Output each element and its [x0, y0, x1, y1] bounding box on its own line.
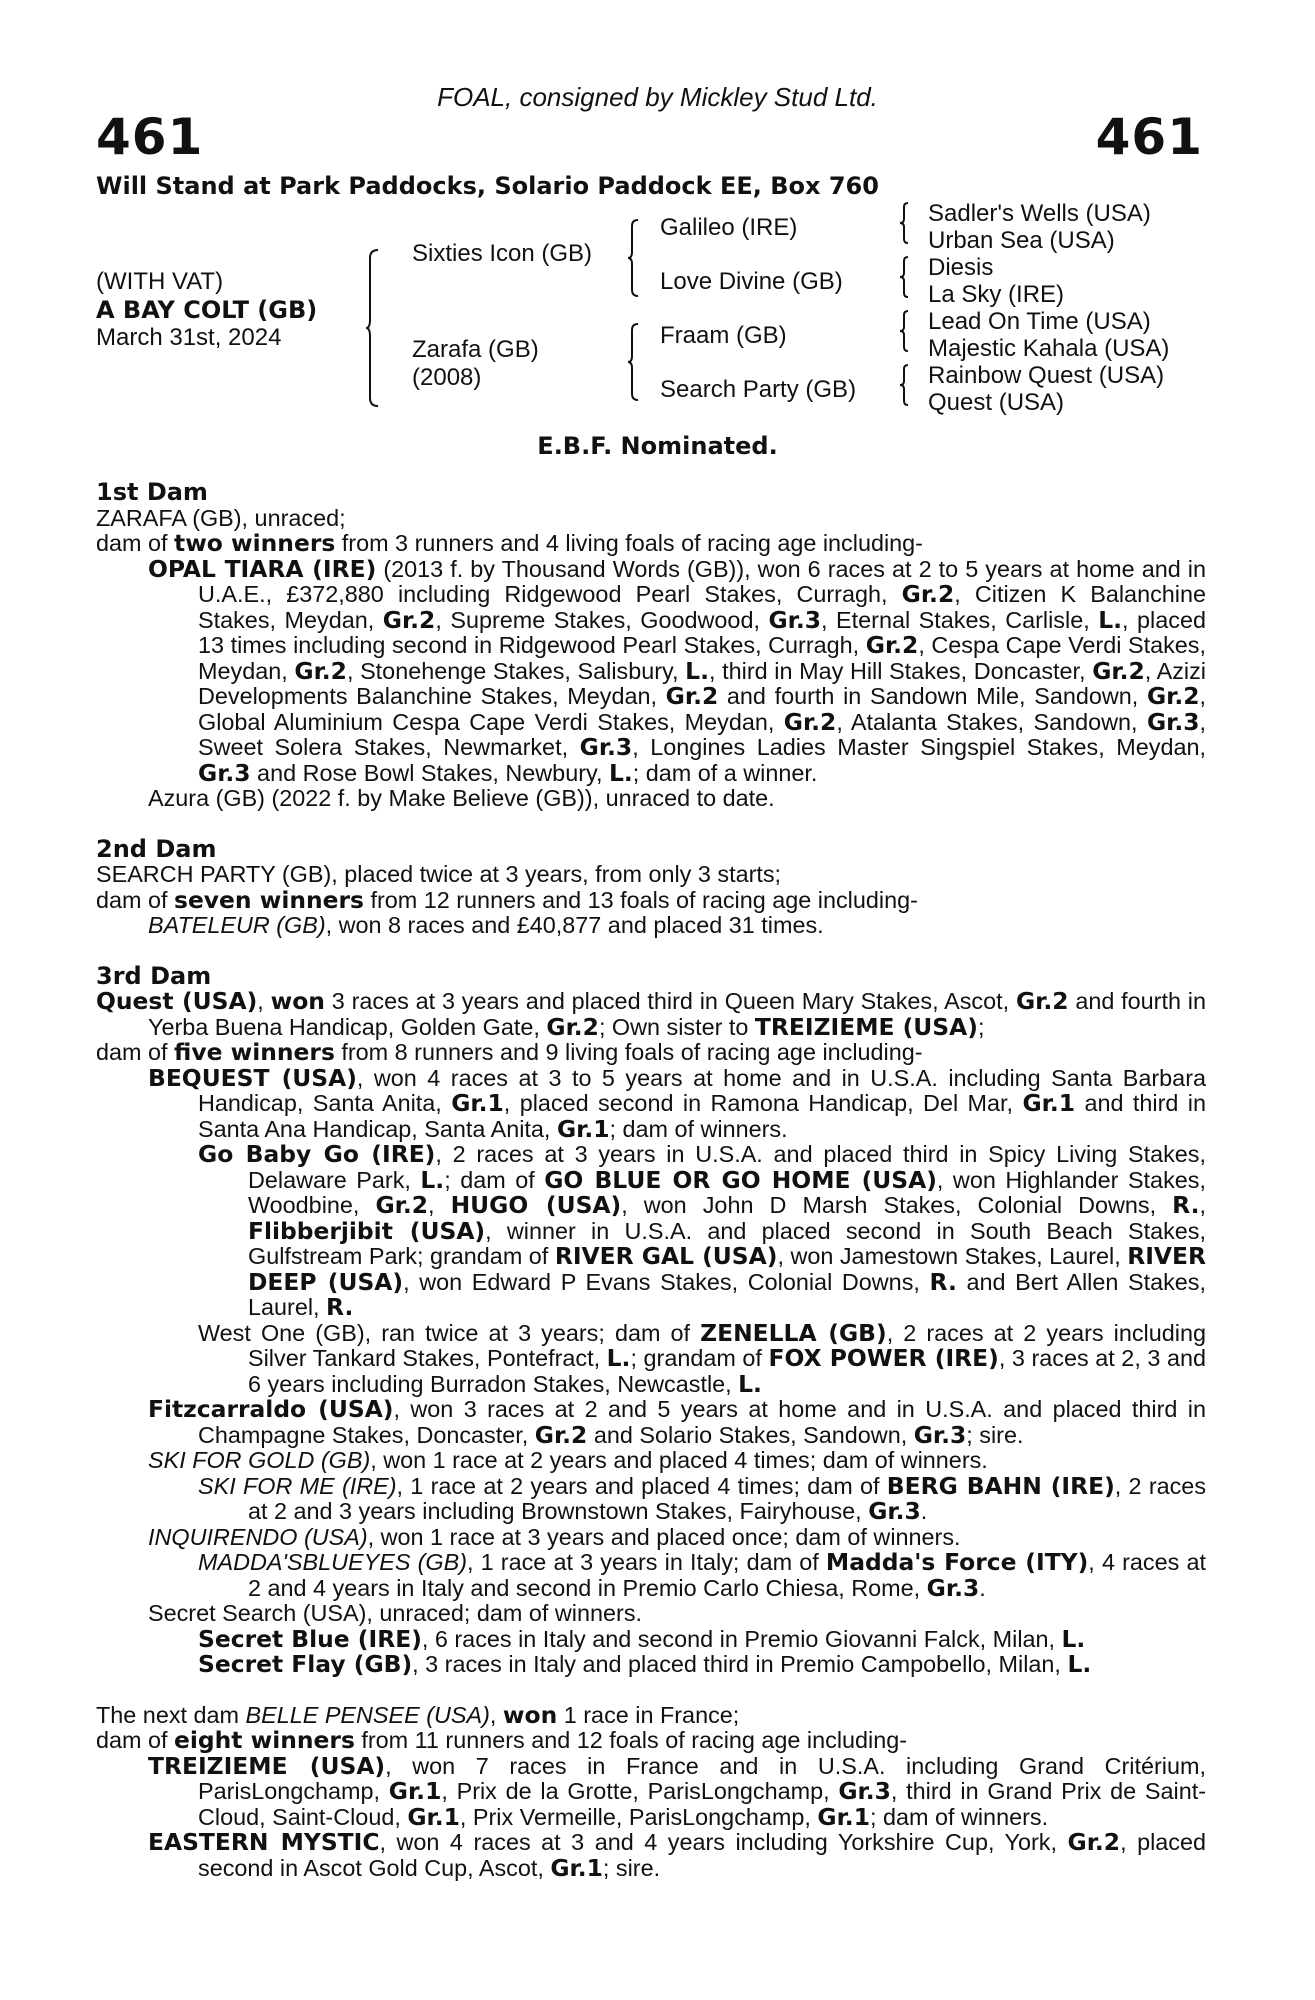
dam: Zarafa (GB) — [412, 336, 539, 363]
pedigree-bracket-g4 — [900, 364, 916, 406]
catalogue-body — [96, 480, 1206, 1881]
dam-line: ZARAFA (GB), unraced; — [96, 504, 346, 531]
produce-entry: INQUIRENDO (USA), won 1 race at 3 years and placed once; dam of winners. — [148, 1523, 961, 1550]
sire: Sixties Icon (GB) — [412, 240, 593, 267]
produce-entry: Secret Blue (IRE), 6 races in Italy and second in Premio Giovanni Falck, Milan, L. — [198, 1624, 1086, 1653]
pedigree-bracket-g1 — [900, 202, 916, 244]
produce-entry: Fitzcarraldo (USA), won 3 races at 2 and 5 years at home and in U.S.A. and placed third in Champagne Stakes, Doncaster, Gr.2 and Solario Stakes, Sandown, Gr.3; sire. — [148, 1395, 1207, 1449]
g3-7: Rainbow Quest (USA) — [928, 362, 1165, 389]
ebf-nomination: E.B.F. Nominated. — [537, 432, 778, 460]
pedigree-bracket-main — [366, 248, 386, 408]
produce-entry: BATELEUR (GB), won 8 races and £40,877 and placed 31 times. — [148, 912, 824, 938]
stand-location: Will Stand at Park Paddocks, Solario Paddock EE, Box 760 — [96, 172, 879, 200]
produce-entry: SKI FOR ME (IRE), 1 race at 2 years and placed 4 times; dam of BERG BAHN (IRE), 2 races at 2 and 3 years including Brownstown Stakes, Fairyhouse, Gr.3. — [198, 1471, 1207, 1525]
dam-produce-summary: dam of two winners from 3 runners and 4 living foals of racing age including- — [96, 529, 923, 557]
dam-line: SEARCH PARTY (GB), placed twice at 3 years, from only 3 starts; — [96, 861, 782, 887]
g3-6: Majestic Kahala (USA) — [928, 335, 1170, 362]
produce-entry: West One (GB), ran twice at 3 years; dam of ZENELLA (GB), 2 races at 2 years including Silver Tankard Stakes, Pontefract, L.; grandam of FOX POWER (IRE), 3 races at 2, 3 and 6 years including Burradon Stakes, Newcastle, L. — [198, 1318, 1206, 1398]
produce-entry: Azura (GB) (2022 f. by Make Believe (GB)), unraced to date. — [148, 785, 775, 811]
lot-number-left: 461 — [96, 108, 204, 166]
foaled-date: March 31st, 2024 — [96, 324, 282, 351]
produce-entry: Go Baby Go (IRE), 2 races at 3 years in U.S.A. and placed third in Spicy Living Stakes, Delaware Park, L.; dam of GO BLUE OR GO HOME (USA), won Highlander Stakes, Woodbine, Gr.2, HUGO (USA), won John D Marsh Stakes, Colonial Downs, R., Flibberjibit (USA), winner in U.S.A. and placed second in South Beach Stakes, Gulfstream Park; grandam of RIVER GAL (USA), won Jamestown Stakes, Laurel, RIVER DEEP (USA), won Edward P Evans Stakes, Colonial Downs, R. and Bert Allen Stakes, Laurel, R. — [198, 1140, 1207, 1321]
dam-produce-summary: dam of five winners from 8 runners and 9 living foals of racing age including- — [96, 1038, 923, 1066]
section-heading: 2nd Dam — [96, 834, 217, 863]
consignment-line: FOAL, consigned by Mickley Stud Ltd. — [437, 82, 878, 112]
dam-dam: Search Party (GB) — [660, 376, 857, 403]
sire-dam: Love Divine (GB) — [660, 268, 843, 295]
pedigree-bracket-sire — [628, 218, 648, 298]
produce-entry: BEQUEST (USA), won 4 races at 3 to 5 years at home and in U.S.A. including Santa Barbara Handicap, Santa Anita, Gr.1, placed second in Ramona Handicap, Del Mar, Gr.1 and third in Santa Ana Handicap, Santa Anita, Gr.1; dam of winners. — [148, 1063, 1207, 1143]
produce-entry: EASTERN MYSTIC, won 4 races at 3 and 4 years including Yorkshire Cup, York, Gr.2, placed second in Ascot Gold Cup, Ascot, Gr.1; sire. — [148, 1828, 1206, 1882]
dam-year: (2008) — [412, 364, 482, 391]
produce-entry: Secret Flay (GB), 3 races in Italy and placed third in Premio Campobello, Milan, L. — [198, 1650, 1092, 1678]
produce-entry: Secret Search (USA), unraced; dam of winners. — [148, 1600, 643, 1626]
dam-line: The next dam BELLE PENSEE (USA), won 1 race in France; — [96, 1700, 740, 1729]
dam-produce-summary: dam of seven winners from 12 runners and 13 foals of racing age including- — [96, 885, 918, 914]
pedigree-bracket-g3 — [900, 310, 916, 352]
dam-produce-summary: dam of eight winners from 11 runners and 12 foals of racing age including- — [96, 1726, 908, 1754]
sire-sire: Galileo (IRE) — [660, 214, 798, 241]
produce-entry: MADDA'SBLUEYES (GB), 1 race at 3 years in Italy; dam of Madda's Force (ITY), 4 races at 2 and 4 years in Italy and second in Premio Carlo Chiesa, Rome, Gr.3. — [198, 1548, 1206, 1602]
g3-3: Diesis — [928, 254, 994, 281]
g3-8: Quest (USA) — [928, 389, 1065, 416]
section-heading: 1st Dam — [96, 478, 208, 506]
produce-entry: TREIZIEME (USA), won 7 races in France and in U.S.A. including Grand Critérium, ParisLongchamp, Gr.1, Prix de la Grotte, ParisLongchamp, Gr.3, third in Grand Prix de Saint-Cloud, Saint-Cloud, Gr.1, Prix Vermeille, ParisLongchamp, Gr.1; dam of winners. — [148, 1751, 1206, 1831]
lot-number-right: 461 — [1095, 108, 1203, 166]
pedigree-bracket-dam — [628, 322, 648, 402]
g3-1: Sadler's Wells (USA) — [928, 200, 1151, 227]
vat-note: (WITH VAT) — [96, 268, 224, 295]
pedigree-bracket-g2 — [900, 256, 916, 298]
g3-5: Lead On Time (USA) — [928, 308, 1151, 335]
produce-entry: OPAL TIARA (IRE) (2013 f. by Thousand Words (GB)), won 6 races at 2 to 5 years at home and in U.A.E., £372,880 including Ridgewood Pearl Stakes, Curragh, Gr.2, Citizen K Balanchine Stakes, Meydan, Gr.2, Supreme Stakes, Goodwood, Gr.3, Eternal Stakes, Carlisle, L., placed 13 times including second in Ridgewood Pearl Stakes, Curragh, Gr.2, Cespa Cape Verdi Stakes, Meydan, Gr.2, Stonehenge Stakes, Salisbury, L., third in May Hill Stakes, Doncaster, Gr.2, Azizi Developments Balanchine Stakes, Meydan, Gr.2 and fourth in Sandown Mile, Sandown, Gr.2, Global Aluminium Cespa Cape Verdi Stakes, Meydan, Gr.2, Atalanta Stakes, Sandown, Gr.3, Sweet Solera Stakes, Newmarket, Gr.3, Longines Ladies Master Singspiel Stakes, Meydan, Gr.3 and Rose Bowl Stakes, Newbury, L.; dam of a winner. — [148, 554, 1207, 787]
horse-name: A BAY COLT (GB) — [96, 296, 318, 324]
g3-4: La Sky (IRE) — [928, 281, 1065, 308]
g3-2: Urban Sea (USA) — [928, 227, 1115, 254]
dam-sire: Fraam (GB) — [660, 322, 787, 349]
section-heading: 3rd Dam — [96, 961, 212, 990]
produce-entry: SKI FOR GOLD (GB), won 1 race at 2 years and placed 4 times; dam of winners. — [148, 1447, 988, 1473]
dam-line: Quest (USA), won 3 races at 3 years and placed third in Queen Mary Stakes, Ascot, Gr.2 and fourth in Yerba Buena Handicap, Golden Gate, Gr.2; Own sister to TREIZIEME (USA); — [96, 987, 1207, 1041]
